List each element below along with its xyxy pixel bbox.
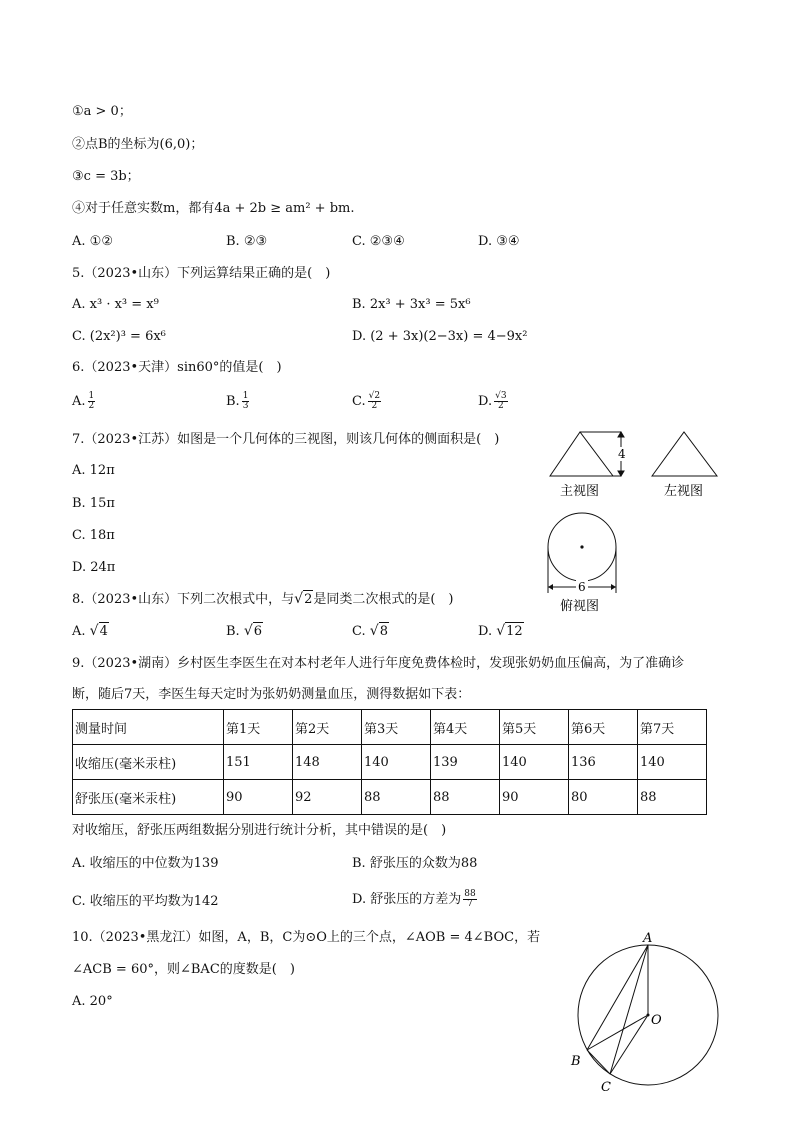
table-cell: 第3天 xyxy=(362,710,431,745)
q7-option-d[interactable]: D. 24π xyxy=(72,560,116,575)
q6-option-a[interactable]: A. $\frac{1}{2}$ xyxy=(72,391,95,411)
table-cell: 舒张压(毫米汞柱) xyxy=(73,780,224,815)
top-view-label: 俯视图 xyxy=(560,599,600,614)
center-dot xyxy=(580,545,583,548)
table-cell: 88 xyxy=(362,780,431,815)
table-cell: 92 xyxy=(293,780,362,815)
q6-stem: 6.（2023•天津）sin60°的值是( ) xyxy=(72,360,282,375)
front-view xyxy=(550,432,624,476)
q4-option-a[interactable]: A. ①② xyxy=(72,234,113,249)
q4-option-d[interactable]: D. ③④ xyxy=(478,234,520,249)
table-cell: 第4天 xyxy=(431,710,500,745)
table-cell: 148 xyxy=(293,745,362,780)
table-cell: 80 xyxy=(569,780,638,815)
q9-option-b[interactable]: B. 舒张压的众数为88 xyxy=(352,856,478,871)
table-cell: 第5天 xyxy=(500,710,569,745)
statement-2: ②点B的坐标为(6,0)； xyxy=(72,137,204,152)
q9-stem-line2: 断，随后7天，李医生每天定时为张奶奶测量血压，测得数据如下表： xyxy=(72,687,471,702)
table-cell: 151 xyxy=(224,745,293,780)
table-cell: 140 xyxy=(638,745,707,780)
q9-option-c[interactable]: C. 收缩压的平均数为142 xyxy=(72,894,219,909)
q6-option-b[interactable]: B. $\frac{1}{3}$ xyxy=(226,391,249,411)
q6-option-d[interactable]: D. $\frac{√3}{2}$ xyxy=(478,391,507,411)
diameter-label: 6 xyxy=(578,580,586,594)
q7-stem: 7.（2023•江苏）如图是一个几何体的三视图，则该几何体的侧面积是( ) xyxy=(72,432,500,447)
q9-after-text: 对收缩压，舒张压两组数据分别进行统计分析，其中错误的是( ) xyxy=(72,823,447,838)
q8-option-c[interactable]: C. √8 xyxy=(352,623,388,639)
q7-option-c[interactable]: C. 18π xyxy=(72,528,115,543)
q8-option-a[interactable]: A. √4 xyxy=(72,623,108,639)
table-cell: 140 xyxy=(362,745,431,780)
front-view-label: 主视图 xyxy=(560,484,600,499)
statement-4: ④对于任意实数m，都有4a + 2b ≥ am² + bm. xyxy=(72,201,355,216)
height-label: 4 xyxy=(618,447,626,461)
table-cell: 140 xyxy=(500,745,569,780)
table-row-systolic xyxy=(73,745,707,780)
q9-option-a[interactable]: A. 收缩压的中位数为139 xyxy=(72,856,219,871)
q4-option-b[interactable]: B. ②③ xyxy=(226,234,268,249)
point-c-label: C xyxy=(601,1080,611,1095)
circle-figure xyxy=(565,925,730,1100)
q4-option-c[interactable]: C. ②③④ xyxy=(352,234,405,249)
table-cell: 139 xyxy=(431,745,500,780)
table-cell: 90 xyxy=(224,780,293,815)
q7-option-b[interactable]: B. 15π xyxy=(72,496,115,511)
statement-3: ③c = 3b； xyxy=(72,169,140,184)
table-header-row xyxy=(73,710,707,745)
table-cell: 88 xyxy=(638,780,707,815)
q8-option-b[interactable]: B. √6 xyxy=(226,623,263,639)
q10-stem-line1: 10.（2023•黑龙江）如图，A，B，C为⊙O上的三个点，∠AOB = 4∠BOC，若 xyxy=(72,930,541,945)
three-view-figure xyxy=(540,425,730,615)
q9-stem-line1: 9.（2023•湖南）乡村医生李医生在对本村老年人进行年度免费体检时，发现张奶奶血压偏高，为了准确诊 xyxy=(72,656,685,671)
q5-option-a[interactable]: A. x³ · x³ = x⁹ xyxy=(72,297,159,312)
triangle-lines xyxy=(587,945,648,1074)
point-o-label: O xyxy=(651,1013,662,1028)
statement-1: ①a > 0； xyxy=(72,104,132,119)
table-cell: 收缩压(毫米汞柱) xyxy=(73,745,224,780)
table-cell: 136 xyxy=(569,745,638,780)
blood-pressure-table xyxy=(72,709,707,815)
table-row-diastolic xyxy=(73,780,707,815)
point-b-label: B xyxy=(571,1054,581,1069)
center-point xyxy=(647,1014,650,1017)
table-cell: 88 xyxy=(431,780,500,815)
left-view xyxy=(652,432,717,476)
left-view-label: 左视图 xyxy=(664,484,704,499)
q5-option-b[interactable]: B. 2x³ + 3x³ = 5x⁶ xyxy=(352,297,471,312)
q7-option-a[interactable]: A. 12π xyxy=(72,463,115,478)
q8-option-d[interactable]: D. √12 xyxy=(478,623,523,639)
q10-stem-line2: ∠ACB = 60°，则∠BAC的度数是( ) xyxy=(72,962,295,977)
table-cell: 90 xyxy=(500,780,569,815)
q9-option-d[interactable]: D. 舒张压的方差为 $\frac{88}{7}$ xyxy=(352,889,476,909)
q5-option-c[interactable]: C. (2x²)³ = 6x⁶ xyxy=(72,329,166,344)
q5-stem: 5.（2023•山东）下列运算结果正确的是( ) xyxy=(72,266,331,281)
table-cell: 测量时间 xyxy=(73,710,224,745)
q5-option-d[interactable]: D. (2 + 3x)(2−3x) = 4−9x² xyxy=(352,329,528,344)
table-cell: 第6天 xyxy=(569,710,638,745)
q6-option-c[interactable]: C. $\frac{√2}{2}$ xyxy=(352,391,381,411)
table-cell: 第7天 xyxy=(638,710,707,745)
table-cell: 第1天 xyxy=(224,710,293,745)
point-a-label: A xyxy=(643,931,653,946)
table-cell: 第2天 xyxy=(293,710,362,745)
q10-option-a[interactable]: A. 20° xyxy=(72,994,113,1009)
q8-stem: 8.（2023•山东）下列二次根式中，与√2是同类二次根式的是( ) xyxy=(72,591,454,607)
